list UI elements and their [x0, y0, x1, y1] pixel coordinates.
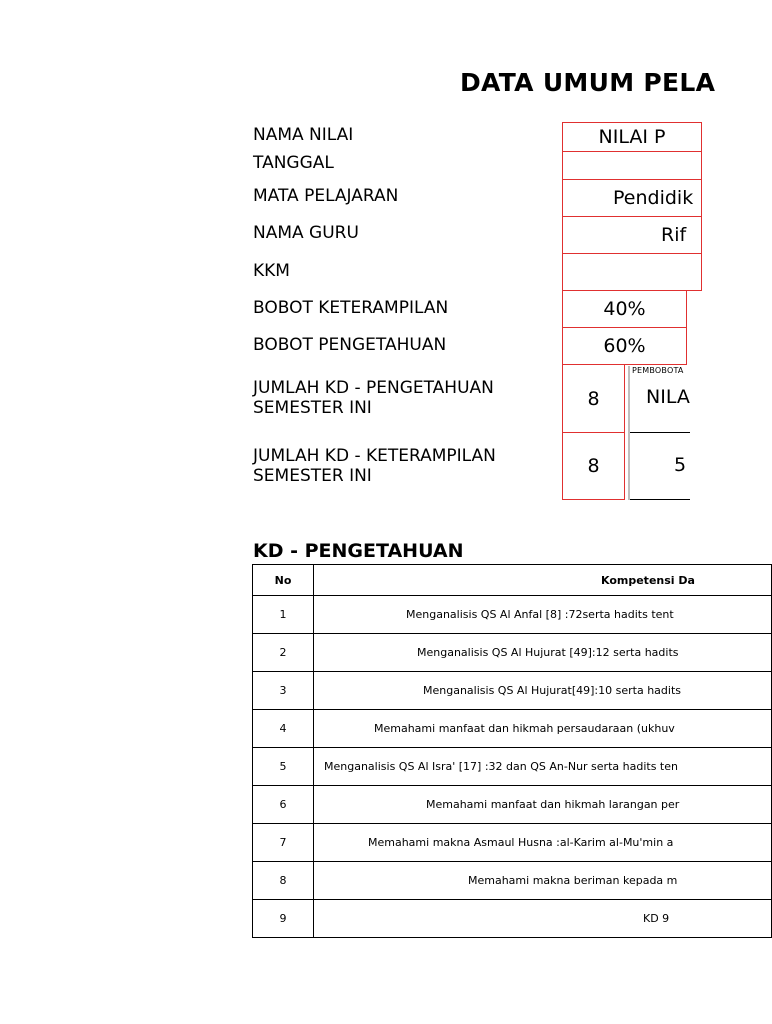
kd-table-header: [253, 565, 772, 596]
pembobotan-bottom-value: 5: [674, 454, 687, 476]
table-row[interactable]: [253, 672, 772, 710]
bobot-keterampilan-field[interactable]: 40%: [562, 290, 687, 328]
label-nama-guru: NAMA GURU: [253, 223, 359, 243]
table-row[interactable]: [253, 900, 772, 938]
row-no: 3: [253, 672, 314, 710]
tanggal-field[interactable]: [562, 151, 702, 180]
table-row[interactable]: [253, 634, 772, 672]
row-kd-text: KD 9: [314, 900, 772, 938]
pembobotan-top-value: NILA: [646, 386, 690, 408]
bobot-pengetahuan-field[interactable]: 60%: [562, 327, 687, 365]
table-row[interactable]: [253, 786, 772, 824]
row-kd-text: Menganalisis QS Al Anfal [8] :72serta hadits tent: [314, 596, 772, 634]
row-kd-text: Memahami manfaat dan hikmah larangan per: [314, 786, 772, 824]
label-bobot-pengetahuan: BOBOT PENGETAHUAN: [253, 335, 447, 355]
table-row[interactable]: [253, 596, 772, 634]
row-no: 6: [253, 786, 314, 824]
row-no: 7: [253, 824, 314, 862]
row-no: 1: [253, 596, 314, 634]
table-row[interactable]: [253, 748, 772, 786]
label-jumlah-kd-pengetahuan: JUMLAH KD - PENGETAHUAN SEMESTER INI: [253, 378, 494, 418]
pembobotan-left-border: [628, 366, 630, 500]
page-title: DATA UMUM PELA: [460, 68, 716, 97]
row-kd-text: Memahami manfaat dan hikmah persaudaraan (ukhuv: [314, 710, 772, 748]
jumlah-kd-keterampilan-field[interactable]: 8: [562, 432, 625, 500]
pembobotan-bottom-border: [630, 499, 690, 500]
label-kkm: KKM: [253, 261, 290, 281]
nama-guru-field[interactable]: Rif: [562, 216, 702, 254]
jumlah-kd-pengetahuan-field[interactable]: 8: [562, 364, 625, 433]
mata-pelajaran-field[interactable]: Pendidik: [562, 179, 702, 217]
table-row[interactable]: [253, 824, 772, 862]
row-no: 2: [253, 634, 314, 672]
row-no: 9: [253, 900, 314, 938]
row-no: 4: [253, 710, 314, 748]
row-kd-text: Menganalisis QS Al Hujurat[49]:10 serta hadits: [314, 672, 772, 710]
label-nama-nilai: NAMA NILAI: [253, 125, 354, 145]
row-no: 5: [253, 748, 314, 786]
label-bobot-keterampilan: BOBOT KETERAMPILAN: [253, 298, 449, 318]
table-row[interactable]: [253, 862, 772, 900]
label-tanggal: TANGGAL: [253, 153, 334, 173]
label-jumlah-kd-keterampilan: JUMLAH KD - KETERAMPILAN SEMESTER INI: [253, 446, 496, 486]
kd-table: [252, 564, 772, 938]
header-no: No: [253, 565, 314, 596]
label-mata-pelajaran: MATA PELAJARAN: [253, 186, 399, 206]
kd-section-title: KD - PENGETAHUAN: [253, 540, 464, 562]
pembobotan-label: PEMBOBOTA: [632, 366, 684, 375]
row-kd-text: Memahami makna beriman kepada m: [314, 862, 772, 900]
pembobotan-divider: [630, 432, 690, 433]
row-kd-text: Memahami makna Asmaul Husna :al-Karim al-Mu'min a: [314, 824, 772, 862]
header-kompetensi: Kompetensi Da: [314, 565, 772, 596]
kkm-field[interactable]: [562, 253, 702, 291]
row-kd-text: Menganalisis QS Al Hujurat [49]:12 serta hadits: [314, 634, 772, 672]
table-row[interactable]: [253, 710, 772, 748]
nama-nilai-field[interactable]: NILAI P: [562, 122, 702, 152]
row-no: 8: [253, 862, 314, 900]
row-kd-text: Menganalisis QS Al Isra' [17] :32 dan QS An-Nur serta hadits ten: [314, 748, 772, 786]
